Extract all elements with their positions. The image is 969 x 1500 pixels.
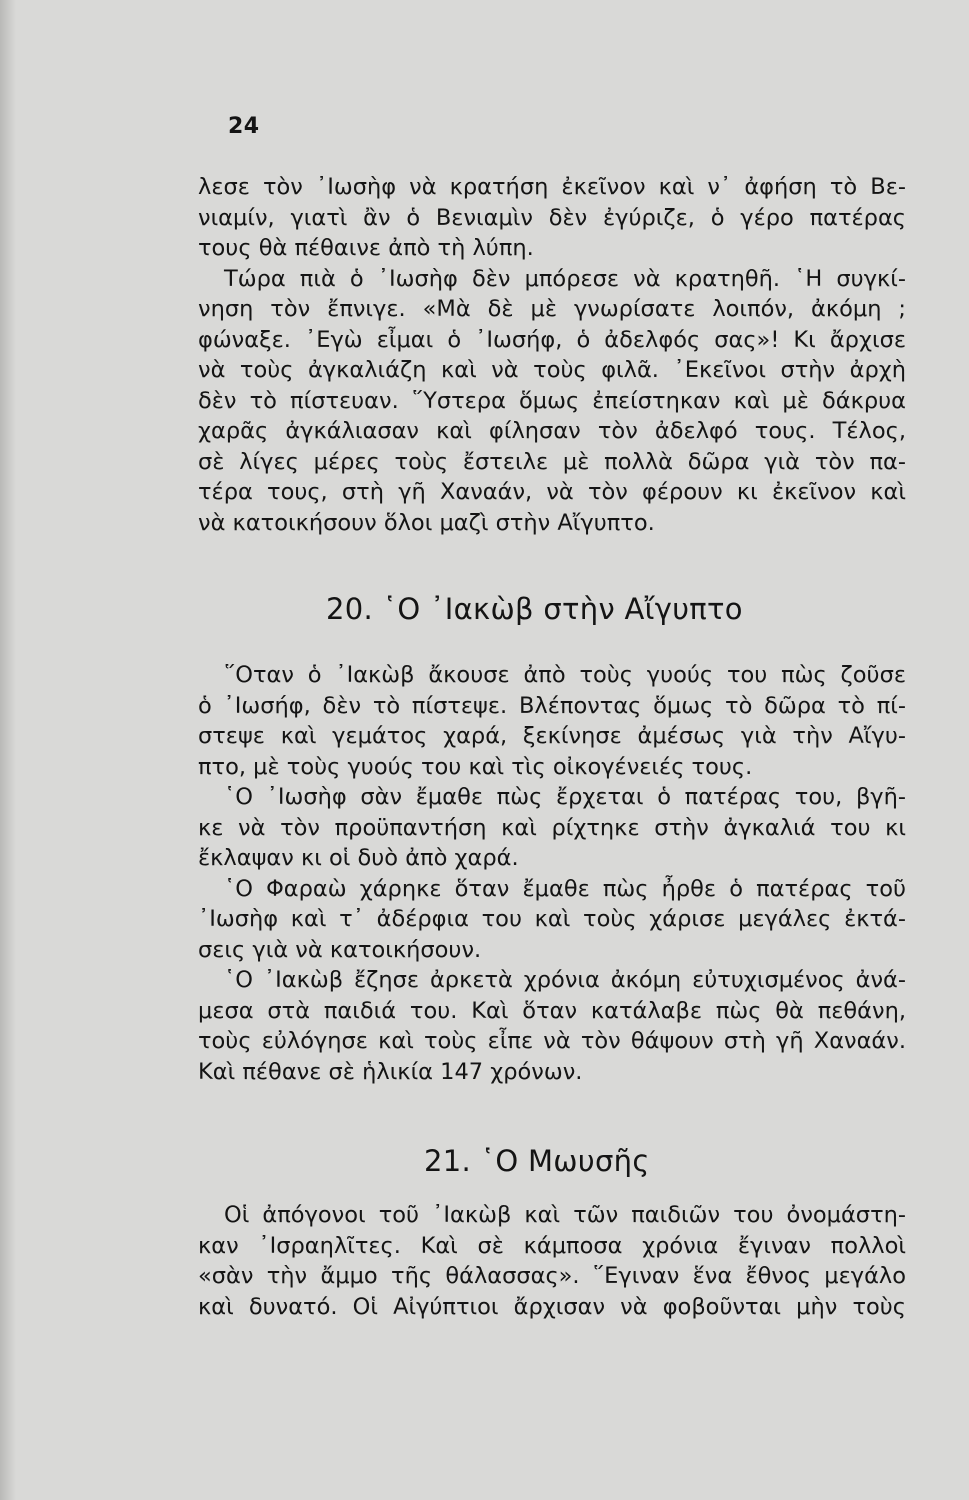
text-line: κε νὰ τὸν προϋπαντήση καὶ ρίχτηκε στὴν ἀγκαλιά του κι: [198, 814, 906, 841]
intro-text: [198, 172, 906, 538]
text-line: σεις γιὰ νὰ κατοικήσουν.: [198, 936, 482, 963]
text-line: νιαμίν, γιατὶ ἂν ὁ Βενιαμὶν δὲν ἐγύριζε, ὁ γέρο πατέρας: [198, 204, 906, 231]
text-line: τους θὰ πέθαινε ἀπὸ τὴ λύπη.: [198, 235, 534, 261]
text-line: τέρα τους, στὴ γῆ Χαναάν, νὰ τὸν φέρουν κι ἐκεῖνον καὶ: [198, 479, 906, 505]
text-line: ῾Ο ᾿Ιωσὴφ σὰν ἔμαθε πὼς ἔρχεται ὁ πατέρας του, βγῆ-: [224, 784, 906, 810]
text-line: ῞Οταν ὁ ᾿Ιακὼβ ἄκουσε ἀπὸ τοὺς γυούς του πὼς ζοῦσε: [224, 662, 906, 688]
text-line: νὰ κατοικήσουν ὅλοι μαζὶ στὴν Αἴγυπτο.: [198, 509, 655, 536]
text-line: μεσα στὰ παιδιά του. Καὶ ὅταν κατάλαβε πὼς θὰ πεθάνη,: [198, 997, 906, 1024]
page-binding-shadow: [0, 0, 16, 1500]
text-line: ᾿Ιωσὴφ καὶ τ᾿ ἀδέρφια του καὶ τοὺς χάρισε μεγάλες ἐκτά-: [198, 906, 906, 932]
text-line: φώναξε. ᾿Εγὼ εἶμαι ὁ ᾿Ιωσήφ, ὁ ἀδελφός σας»! Κι ἄρχισε: [198, 326, 906, 353]
text-line: ὁ ᾿Ιωσήφ, δὲν τὸ πίστεψε. Βλέποντας ὅμως τὸ δῶρα τὸ πί-: [198, 692, 906, 719]
text-line: καν ᾿Ισραηλῖτες. Καὶ σὲ κάμποσα χρόνια ἔγιναν πολλοὶ: [198, 1232, 906, 1259]
text-line: λεσε τὸν ᾿Ιωσὴφ νὰ κρατήση ἐκεῖνον καὶ ν᾿ ἀφήση τὸ Βε-: [198, 174, 906, 200]
text-line: νὰ τοὺς ἀγκαλιάζη καὶ νὰ τοὺς φιλᾶ. ᾿Εκεῖνοι στὴν ἀρχὴ: [198, 357, 906, 383]
section-heading-20: 20. ῾Ο ᾿Ιακὼβ στὴν Αἴγυπτο: [326, 592, 743, 626]
text-line: ἔκλαψαν κι οἱ δυὸ ἀπὸ χαρά.: [198, 845, 519, 871]
text-line: σὲ λίγες μέρες τοὺς ἔστειλε μὲ πολλὰ δῶρα γιὰ τὸν πα-: [198, 448, 906, 475]
text-line: πτο, μὲ τοὺς γυούς του καὶ τὶς οἰκογένειές τους.: [198, 753, 753, 780]
section-heading-21: 21. ῾Ο Μωυσῆς: [424, 1144, 650, 1178]
text-line: «σὰν τὴν ἄμμο τῆς θάλασσας». ῞Εγιναν ἕνα ἔθνος μεγάλο: [198, 1263, 906, 1289]
section-20-text: [198, 660, 906, 1087]
text-line: Καὶ πέθανε σὲ ἡλικία 147 χρόνων.: [198, 1058, 583, 1085]
text-line: τοὺς εὐλόγησε καὶ τοὺς εἶπε νὰ τὸν θάψουν στὴ γῆ Χαναάν.: [198, 1028, 906, 1054]
text-line: ῾Ο Φαραὼ χάρηκε ὅταν ἔμαθε πὼς ἦρθε ὁ πατέρας τοῦ: [224, 875, 906, 902]
section-21-text: [198, 1200, 906, 1322]
text-line: ῾Ο ᾿Ιακὼβ ἔζησε ἀρκετὰ χρόνια ἀκόμη εὐτυχισμένος ἀνά-: [224, 967, 906, 993]
text-line: στεψε καὶ γεμάτος χαρά, ξεκίνησε ἀμέσως γιὰ τὴν Αἴγυ-: [198, 723, 906, 749]
text-line: νηση τὸν ἔπνιγε. «Μὰ δὲ μὲ γνωρίσατε λοιπόν, ἀκόμη ;: [198, 296, 906, 322]
text-line: χαρᾶς ἀγκάλιασαν καὶ φίλησαν τὸν ἀδελφό τους. Τέλος,: [198, 418, 906, 444]
text-line: δὲν τὸ πίστευαν. ῞Υστερα ὅμως ἐπείστηκαν καὶ μὲ δάκρυα: [198, 387, 906, 414]
text-line: Τώρα πιὰ ὁ ᾿Ιωσὴφ δὲν μπόρεσε νὰ κρατηθῆ. ῾Η συγκί-: [224, 265, 906, 292]
page-number: 24: [228, 114, 260, 139]
text-line: καὶ δυνατό. Οἱ Αἰγύπτιοι ἄρχισαν νὰ φοβοῦνται μὴν τοὺς: [198, 1293, 906, 1320]
text-line: Οἱ ἀπόγονοι τοῦ ᾿Ιακὼβ καὶ τῶν παιδιῶν του ὀνομάστη-: [224, 1202, 906, 1228]
